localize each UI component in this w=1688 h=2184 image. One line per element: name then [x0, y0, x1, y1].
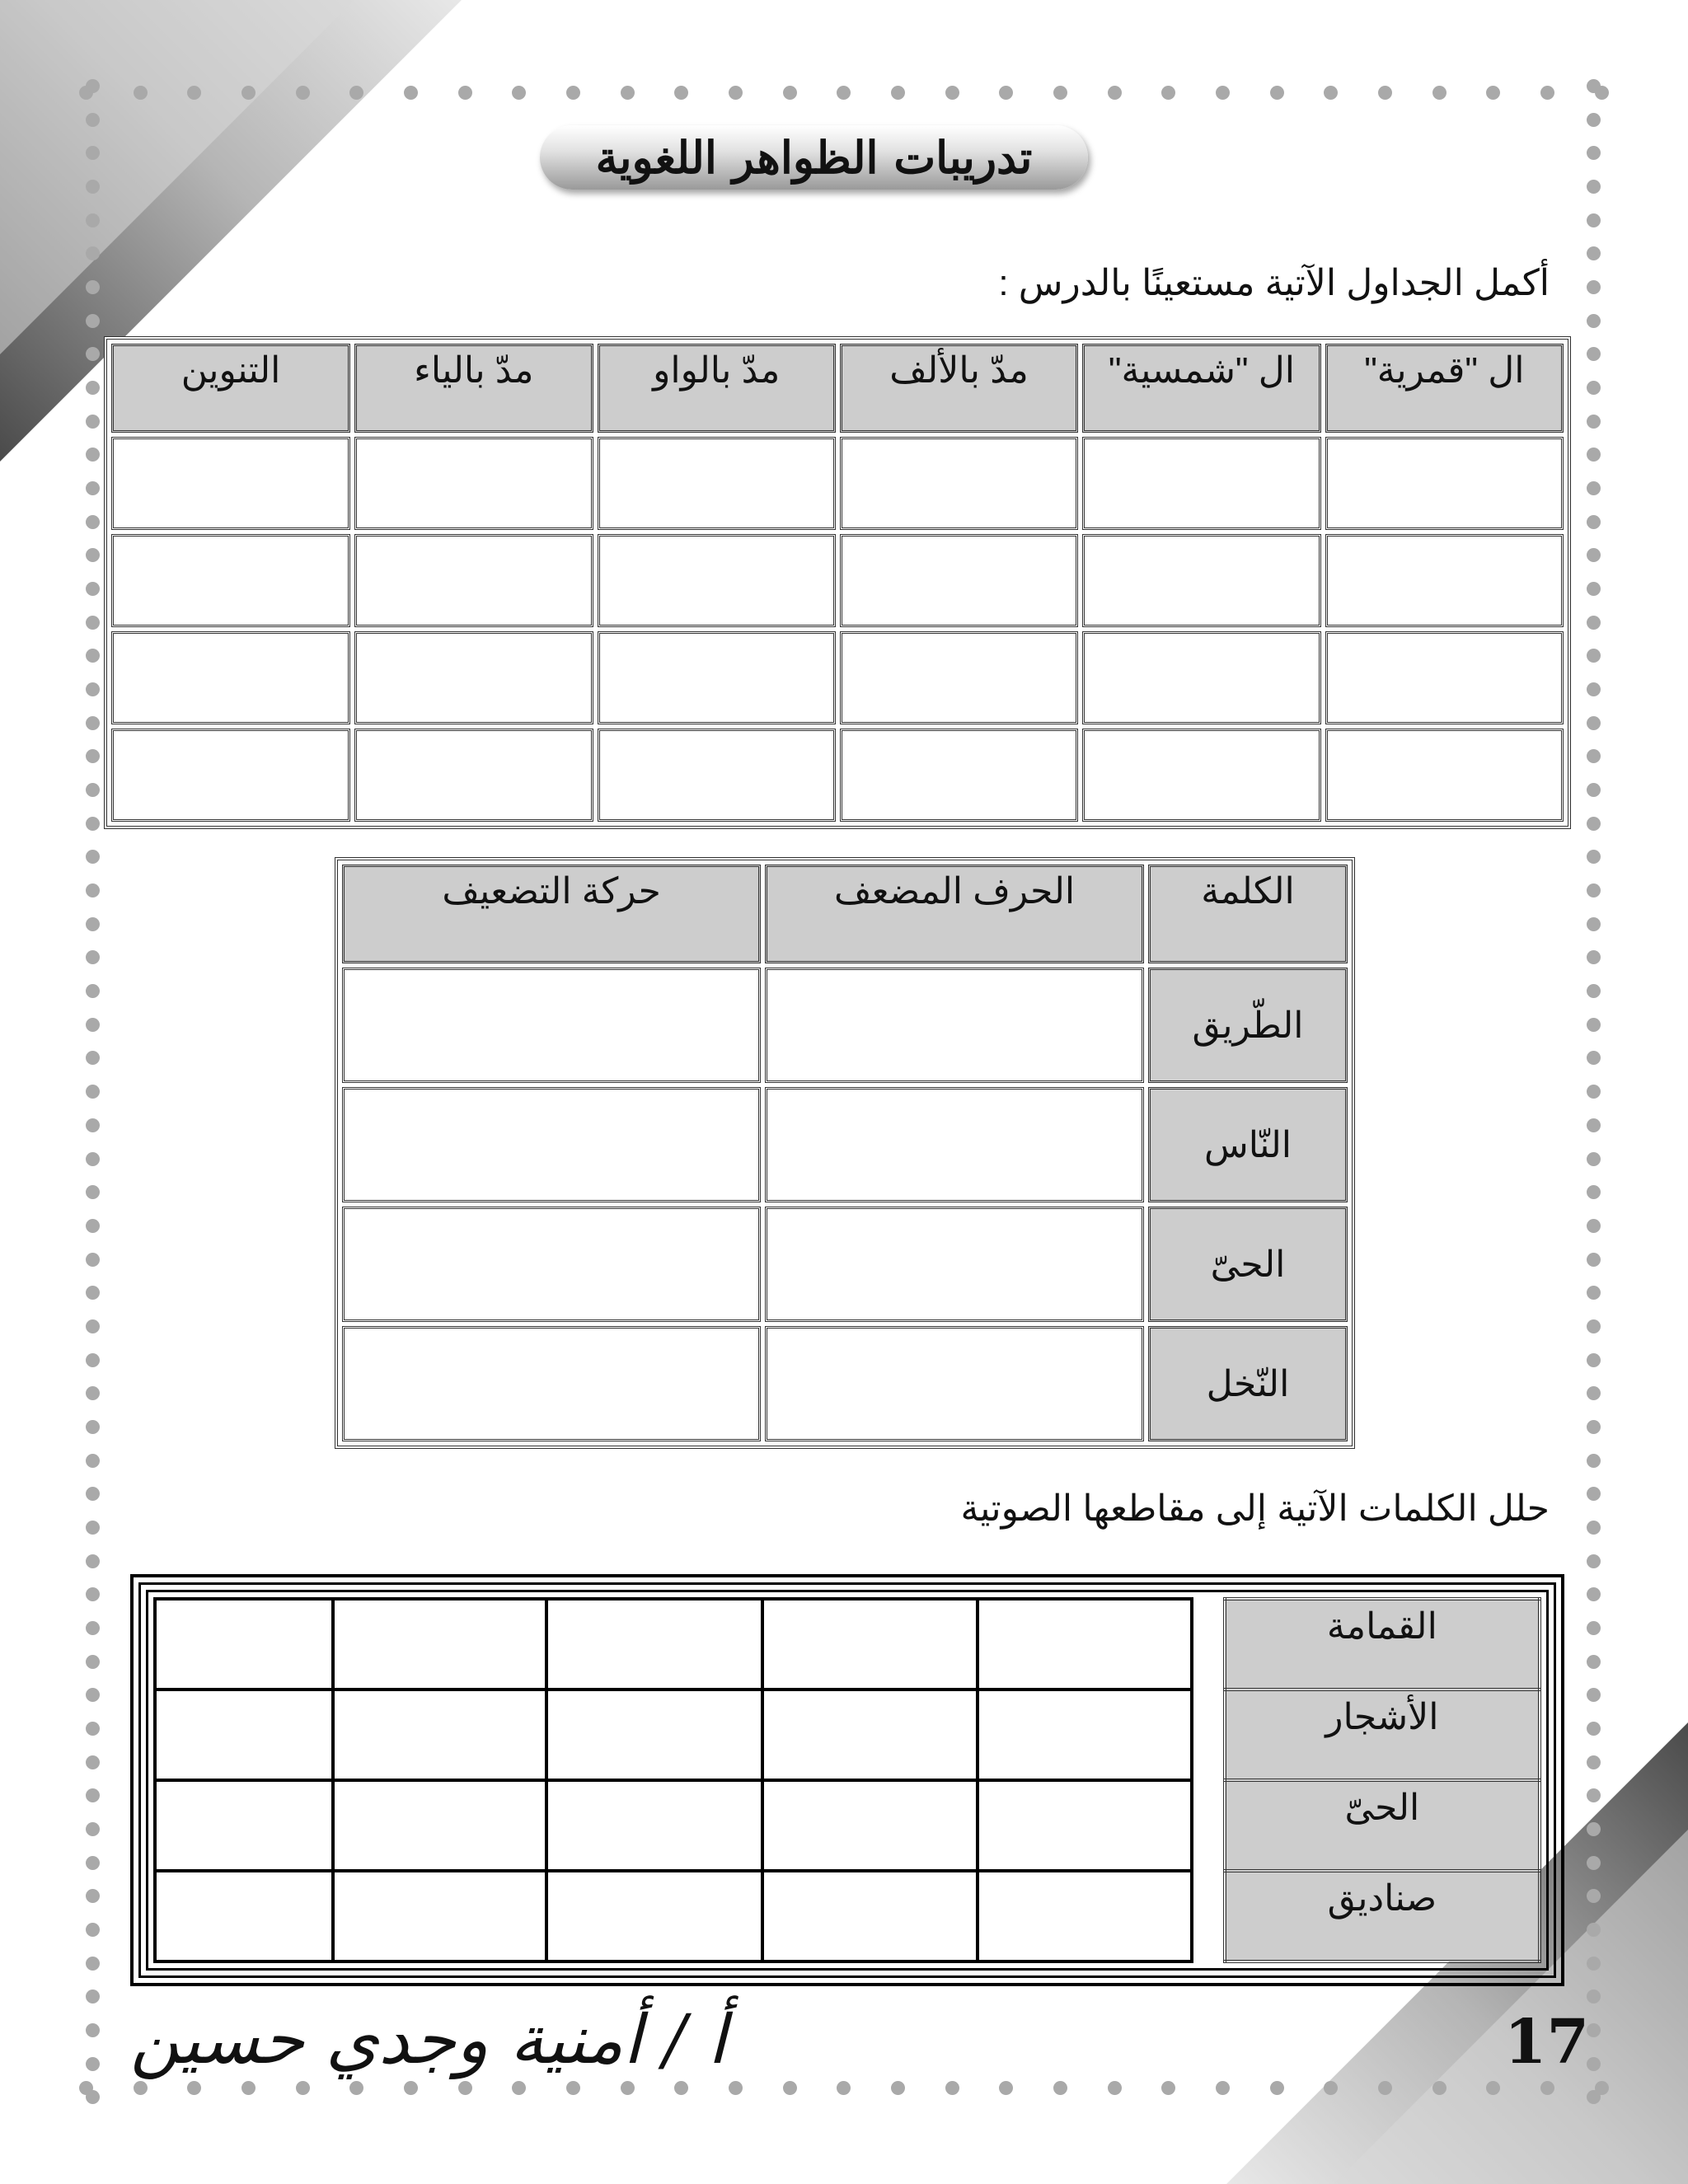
border-dot: [86, 1621, 100, 1635]
border-dot: [1587, 347, 1601, 361]
border-dot: [86, 1018, 100, 1032]
border-dot: [1587, 1923, 1601, 1937]
answer-cell[interactable]: [1082, 631, 1320, 724]
border-dot: [1587, 749, 1601, 763]
border-dot: [86, 716, 100, 730]
answer-cell[interactable]: [354, 631, 593, 724]
syllable-cell[interactable]: [333, 1599, 546, 1690]
border-dot: [1587, 1118, 1601, 1132]
border-dot: [86, 1688, 100, 1702]
answer-cell[interactable]: [1082, 437, 1320, 530]
answer-cell[interactable]: [111, 729, 350, 822]
border-dot: [1587, 1487, 1601, 1501]
answer-cell[interactable]: [840, 437, 1078, 530]
border-dot: [86, 1822, 100, 1836]
syllable-cell[interactable]: [333, 1780, 546, 1871]
border-dot: [86, 2023, 100, 2037]
border-dot: [1161, 86, 1175, 100]
dotted-border-left: [86, 79, 102, 2105]
border-dot: [86, 1554, 100, 1568]
syllable-row: [155, 1780, 1540, 1871]
border-dot: [86, 1655, 100, 1669]
border-dot: [1378, 86, 1392, 100]
answer-cell[interactable]: [598, 729, 836, 822]
border-dot: [1587, 1152, 1601, 1166]
syllable-cell[interactable]: [155, 1599, 333, 1690]
border-dot: [86, 1587, 100, 1601]
dotted-border-bottom: [79, 2081, 1609, 2097]
border-dot: [1587, 716, 1601, 730]
border-dot: [1587, 850, 1601, 864]
word-row: [342, 968, 1348, 1083]
border-dot: [1587, 1722, 1601, 1736]
border-dot: [945, 86, 959, 100]
header-madd-waw: مدّ بالواو: [598, 344, 836, 433]
dotted-border-top: [79, 86, 1609, 102]
border-dot: [837, 2081, 851, 2095]
border-dot: [1540, 86, 1554, 100]
syllable-cell[interactable]: [333, 1871, 546, 1961]
answer-cell[interactable]: [840, 534, 1078, 627]
answer-cell[interactable]: [840, 729, 1078, 822]
border-dot: [1587, 984, 1601, 998]
border-dot: [1587, 1319, 1601, 1333]
border-dot: [86, 582, 100, 596]
word-label: النّخل: [1148, 1326, 1348, 1441]
word-label: الحىّ: [1148, 1207, 1348, 1322]
border-dot: [134, 2081, 148, 2095]
answer-cell[interactable]: [354, 437, 593, 530]
border-dot: [1587, 1856, 1601, 1870]
border-dot: [86, 2090, 100, 2104]
header-madd-alif: مدّ بالألف: [840, 344, 1078, 433]
border-dot: [1161, 2081, 1175, 2095]
border-dot: [86, 984, 100, 998]
border-dot: [1587, 548, 1601, 562]
word-row: [342, 1087, 1348, 1202]
border-dot: [621, 86, 635, 100]
border-dot: [1587, 1889, 1601, 1903]
border-dot: [1587, 1286, 1601, 1300]
border-dot: [1587, 1386, 1601, 1400]
syllable-cell[interactable]: [155, 1871, 333, 1961]
border-dot: [404, 86, 418, 100]
syllable-cell[interactable]: [762, 1780, 978, 1871]
border-dot: [566, 2081, 580, 2095]
border-dot: [349, 86, 363, 100]
syllable-cell[interactable]: [155, 1780, 333, 1871]
border-dot: [86, 1118, 100, 1132]
word-label: الحىّ: [1225, 1780, 1540, 1871]
border-dot: [86, 113, 100, 127]
border-dot: [1587, 180, 1601, 194]
border-dot: [86, 79, 100, 93]
table-shadda: [335, 857, 1355, 1449]
border-dot: [1587, 246, 1601, 260]
border-dot: [86, 1420, 100, 1434]
title-banner: [540, 125, 1088, 190]
border-dot: [1587, 1822, 1601, 1836]
word-label: القمامة: [1225, 1599, 1540, 1690]
syllable-cell[interactable]: [978, 1690, 1191, 1780]
border-dot: [86, 1755, 100, 1769]
border-dot: [1587, 917, 1601, 931]
border-dot: [1540, 2081, 1554, 2095]
border-dot: [674, 2081, 688, 2095]
instruction-complete-tables: أكمل الجداول الآتية مستعينًا بالدرس :: [998, 263, 1550, 303]
border-dot: [86, 616, 100, 630]
border-dot: [349, 2081, 363, 2095]
border-dot: [86, 2057, 100, 2071]
header-qamariya: ال "قمرية": [1325, 344, 1564, 433]
border-dot: [1587, 950, 1601, 964]
border-dot: [86, 817, 100, 831]
syllable-cell[interactable]: [762, 1599, 978, 1690]
border-dot: [86, 1889, 100, 1903]
border-dot: [1587, 1454, 1601, 1468]
border-dot: [86, 1286, 100, 1300]
border-dot: [1587, 783, 1601, 797]
answer-cell[interactable]: [342, 1087, 761, 1202]
answer-cell[interactable]: [354, 534, 593, 627]
border-dot: [86, 1319, 100, 1333]
syllable-cell[interactable]: [546, 1780, 762, 1871]
border-dot: [1432, 86, 1447, 100]
border-dot: [1587, 1219, 1601, 1233]
border-dot: [1587, 1353, 1601, 1367]
border-dot: [1587, 1051, 1601, 1065]
border-dot: [1587, 1018, 1601, 1032]
border-dot: [1587, 1253, 1601, 1267]
dotted-border-right: [1587, 79, 1603, 2105]
border-dot: [1108, 86, 1122, 100]
border-dot: [566, 86, 580, 100]
border-dot: [86, 749, 100, 763]
page-number: 17: [1504, 2007, 1589, 2078]
header-madd-yaa: مدّ بالياء: [354, 344, 593, 433]
border-dot: [1587, 1621, 1601, 1635]
border-dot: [1587, 582, 1601, 596]
author-signature: أ / أمنية وجدي حسين: [130, 2001, 727, 2079]
header-tanween: التنوين: [111, 344, 350, 433]
border-dot: [1587, 1788, 1601, 1802]
syllable-cell[interactable]: [546, 1871, 762, 1961]
border-dot: [621, 2081, 635, 2095]
border-dot: [86, 314, 100, 328]
border-dot: [1587, 481, 1601, 495]
word-label: النّاس: [1148, 1087, 1348, 1202]
border-dot: [86, 481, 100, 495]
border-dot: [1587, 381, 1601, 395]
answer-row: [111, 534, 1564, 627]
border-dot: [86, 1521, 100, 1535]
border-dot: [1324, 2081, 1338, 2095]
border-dot: [1587, 415, 1601, 429]
border-dot: [1587, 448, 1601, 462]
answer-cell[interactable]: [840, 631, 1078, 724]
syllable-cell[interactable]: [762, 1871, 978, 1961]
border-dot: [1587, 1957, 1601, 1971]
answer-cell[interactable]: [1325, 631, 1564, 724]
border-dot: [891, 86, 905, 100]
answer-cell[interactable]: [342, 968, 761, 1083]
word-row: [342, 1207, 1348, 1322]
answer-cell[interactable]: [342, 1326, 761, 1441]
border-dot: [296, 2081, 310, 2095]
border-dot: [1587, 314, 1601, 328]
border-dot: [1587, 1554, 1601, 1568]
border-dot: [86, 1722, 100, 1736]
border-dot: [86, 1085, 100, 1099]
border-dot: [1587, 883, 1601, 898]
border-dot: [1432, 2081, 1447, 2095]
word-row: [342, 1326, 1348, 1441]
border-dot: [86, 1923, 100, 1937]
border-dot: [783, 86, 797, 100]
border-dot: [86, 515, 100, 529]
border-dot: [1270, 2081, 1284, 2095]
border-dot: [86, 415, 100, 429]
border-dot: [86, 1152, 100, 1166]
answer-row: [111, 729, 1564, 822]
border-dot: [86, 1454, 100, 1468]
border-dot: [1587, 280, 1601, 294]
syllable-row: [155, 1599, 1540, 1690]
border-dot: [86, 146, 100, 160]
table-syllables-frame: [130, 1574, 1564, 1986]
border-dot: [1486, 86, 1500, 100]
border-dot: [404, 2081, 418, 2095]
border-dot: [296, 86, 310, 100]
table-sound-categories: [104, 336, 1571, 829]
border-dot: [86, 1185, 100, 1199]
border-dot: [86, 213, 100, 227]
border-dot: [891, 2081, 905, 2095]
border-dot: [86, 649, 100, 663]
border-dot: [1587, 213, 1601, 227]
border-dot: [241, 86, 256, 100]
border-dot: [837, 86, 851, 100]
border-dot: [86, 1051, 100, 1065]
border-dot: [729, 2081, 743, 2095]
header-doubled-letter: الحرف المضعف: [765, 865, 1144, 963]
border-dot: [945, 2081, 959, 2095]
border-dot: [729, 86, 743, 100]
answer-cell[interactable]: [765, 1326, 1144, 1441]
border-dot: [999, 2081, 1013, 2095]
border-dot: [86, 1353, 100, 1367]
border-dot: [1216, 2081, 1230, 2095]
border-dot: [1053, 2081, 1067, 2095]
border-dot: [86, 280, 100, 294]
border-dot: [187, 2081, 201, 2095]
border-dot: [999, 86, 1013, 100]
border-dot: [1587, 1755, 1601, 1769]
border-dot: [86, 1487, 100, 1501]
border-dot: [1587, 649, 1601, 663]
border-dot: [86, 1856, 100, 1870]
border-dot: [86, 1990, 100, 2004]
border-dot: [86, 548, 100, 562]
syllable-cell[interactable]: [762, 1690, 978, 1780]
border-dot: [1587, 2090, 1601, 2104]
border-dot: [512, 86, 526, 100]
syllable-cell[interactable]: [978, 1871, 1191, 1961]
border-dot: [1108, 2081, 1122, 2095]
border-dot: [1587, 682, 1601, 696]
answer-cell[interactable]: [765, 1087, 1144, 1202]
border-dot: [86, 783, 100, 797]
border-dot: [86, 1788, 100, 1802]
answer-cell[interactable]: [111, 437, 350, 530]
border-dot: [1216, 86, 1230, 100]
border-dot: [86, 347, 100, 361]
answer-cell[interactable]: [111, 534, 350, 627]
border-dot: [86, 883, 100, 898]
answer-cell[interactable]: [598, 631, 836, 724]
border-dot: [1053, 86, 1067, 100]
page-title: تدريبات الظواهر اللغوية: [595, 131, 1033, 184]
border-dot: [1486, 2081, 1500, 2095]
instruction-syllables: حلل الكلمات الآتية إلى مقاطعها الصوتية: [960, 1488, 1550, 1529]
header-doubling-vowel: حركة التضعيف: [342, 865, 761, 963]
answer-cell[interactable]: [598, 534, 836, 627]
answer-cell[interactable]: [765, 968, 1144, 1083]
border-dot: [1587, 1521, 1601, 1535]
border-dot: [1587, 113, 1601, 127]
answer-cell[interactable]: [1325, 437, 1564, 530]
border-dot: [187, 86, 201, 100]
word-label: الطّريق: [1148, 968, 1348, 1083]
syllable-cell[interactable]: [546, 1599, 762, 1690]
border-dot: [1587, 1085, 1601, 1099]
border-dot: [1587, 616, 1601, 630]
border-dot: [86, 917, 100, 931]
border-dot: [1587, 1587, 1601, 1601]
border-dot: [1587, 1420, 1601, 1434]
border-dot: [86, 448, 100, 462]
syllable-cell[interactable]: [546, 1690, 762, 1780]
answer-cell[interactable]: [1082, 534, 1320, 627]
border-dot: [86, 850, 100, 864]
border-dot: [512, 2081, 526, 2095]
syllable-row: [155, 1690, 1540, 1780]
answer-row: [111, 437, 1564, 530]
border-dot: [1378, 2081, 1392, 2095]
answer-cell[interactable]: [111, 631, 350, 724]
word-label: الأشجار: [1225, 1690, 1540, 1780]
border-dot: [86, 381, 100, 395]
border-dot: [1587, 817, 1601, 831]
answer-cell[interactable]: [1325, 729, 1564, 822]
border-dot: [674, 86, 688, 100]
border-dot: [1587, 1185, 1601, 1199]
border-dot: [86, 1219, 100, 1233]
answer-cell[interactable]: [598, 437, 836, 530]
syllable-cell[interactable]: [155, 1690, 333, 1780]
syllable-cell[interactable]: [333, 1690, 546, 1780]
syllable-row: [155, 1871, 1540, 1961]
word-label: صناديق: [1225, 1871, 1540, 1961]
border-dot: [86, 1957, 100, 1971]
answer-cell[interactable]: [342, 1207, 761, 1322]
answer-cell[interactable]: [1325, 534, 1564, 627]
border-dot: [241, 2081, 256, 2095]
border-dot: [1270, 86, 1284, 100]
answer-cell[interactable]: [1082, 729, 1320, 822]
border-dot: [458, 2081, 472, 2095]
border-dot: [1587, 1655, 1601, 1669]
border-dot: [1587, 146, 1601, 160]
border-dot: [1324, 86, 1338, 100]
syllable-cell[interactable]: [978, 1780, 1191, 1871]
table-syllables: [153, 1597, 1541, 1963]
border-dot: [86, 180, 100, 194]
border-dot: [86, 246, 100, 260]
border-dot: [783, 2081, 797, 2095]
answer-cell[interactable]: [765, 1207, 1144, 1322]
border-dot: [1587, 79, 1601, 93]
header-shamsiya: ال "شمسية": [1082, 344, 1320, 433]
border-dot: [1587, 515, 1601, 529]
border-dot: [86, 1386, 100, 1400]
border-dot: [134, 86, 148, 100]
border-dot: [86, 682, 100, 696]
border-dot: [458, 86, 472, 100]
syllable-cell[interactable]: [978, 1599, 1191, 1690]
answer-row: [111, 631, 1564, 724]
border-dot: [86, 1253, 100, 1267]
answer-cell[interactable]: [354, 729, 593, 822]
border-dot: [86, 950, 100, 964]
header-word: الكلمة: [1148, 865, 1348, 963]
border-dot: [1587, 1990, 1601, 2004]
border-dot: [1587, 1688, 1601, 1702]
